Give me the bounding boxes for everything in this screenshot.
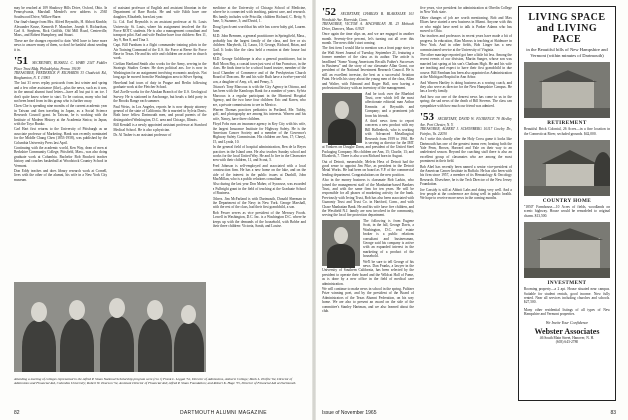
firm-phone: (603) 643-2780 [555,340,579,345]
class-section-53 [420,111,512,127]
secretary-line: SECRETARY, CHARLES B. BLAKESLEE 101 Woodside Ave. Riverside, Conn. [322,12,414,22]
listing-text: "1850" Farmhouse—10 Acres of fields, woodlands on scenic highway. House would be remodeled to original charm. $13,500. [523,205,610,218]
text-paragraph: Also during the last year Don Maher, of Syracuse, was awarded a Fulbright grant in the field of teaching at the Graduate School of Business. [212,182,306,196]
text-paragraph: Paul Weiss, in Los Angeles, reports he is now deputy attorney general of the state of California. He is married to Sylvia Davis. Both have fellow Dartmouth men, and proud parents of the distinguished Washington, D.C. area and Chicago, Illinois. [113,104,207,122]
photo-caption: Attending a meeting of colleges represented in the Alfred P. Sloan National Scholarship program were (l to r) Frank L. Leggat '52, Director of Admissions, Amherst College; Mark L. Profile '64, Director of Admissions and Financial Aid, Columbia University; Robert W. Pearson '54, Assistant Director of Financial Aid; Alfred P. Sloan Foundation; and Robert K. Hage '55, Director of Financial Aid at Dartmouth. [14,377,297,386]
left-col-3 [213,6,306,344]
ad-tagline: We Invite Your Confidence [545,319,589,325]
class-year-heading: '53 [419,110,435,123]
firm-address: 46 South Main Street, Hanover, N. H. [539,335,595,340]
class-section-51 [14,55,107,71]
text-paragraph: Havelund had tours of duty in Prague and Berlin following graduate work at the Fletcher School. [113,80,207,89]
text-paragraph: Bob Fesser serves as vice president of the Mercury Foods. Lowell in Washington, D.C. Inc. is a Washington D.C. where he keeps up with the demands of the household, with Bobbe and their three children: Victoria, Sarah, and Louise. [212,210,306,229]
text-paragraph: And how our one of the dearest news has come to us in the spring; the sad news of the death of Bill Stevens. The class can sympathize with how much our friend was admired. [419,94,512,108]
text-paragraph: The other marriage reported got here a little bit less. Among the recent events of our division, Martin Sanger, whose son was married last spring at his son's Chatham High. He and his wife are teaching and expect to have their first grandchild in due course. Bill Farnham has been also appointed as Administration at the Michigan Hospital in Ann Arbor. [419,53,512,80]
class-year-heading: '52 [322,6,337,18]
text-paragraph: Continuing with the academic world, Ken Way, dean of men at Berkshire Community College, Pittsfield, Mass., was also doing graduate work at Columbia. Bachelor Bob Brackett teaches history and coaches basketball at Woodstock Country School in Vermont. [14,145,108,168]
ad-subtitle: in the Beautiful hills of New Hampshire and Vermont (within minutes of Dartmouth) [526,47,608,58]
right-page [314,0,628,420]
class-year-heading: '51 [14,55,29,68]
page-number: 83 [610,410,616,416]
class-section-52 [322,6,414,22]
listing-heading: INVESTMENT [547,280,587,287]
listing-heading: COUNTRY HOME [542,198,592,204]
right-col-2 [420,6,512,401]
text-paragraph: Civilian Hartland Smith also works for the Army, serving in the Strategic Studies Center. He does political ans. Joe is now in Washington for an assignment involving economic analysis. Not long ago he moved from the Washington area to Silver Spring. [113,61,207,80]
right-col-1 [322,6,414,401]
listing-text: Rooming property—a 2 apt. House situated near campus. Suitable for student rentals, good income. Now fully rented. Near all services including churches and schools. $27,500. [523,287,610,305]
ad-photo-country-home [524,140,610,196]
portrait-photo [322,93,362,143]
text-paragraph: The following is from Eugene Scott, in the fall, George Davis, a Washington, D.C. real estate broker is a public relations consultant and businessman, George said his company is active with an expanded interest in the marketing of a product of the household. [363,218,414,259]
firm-name: Webster Associates [534,326,600,336]
page-number: 82 [14,410,20,416]
text-paragraph: Warren Thomas practices pediatrics in Portland, Me. Tubby, golf, and photography are among his interests. Warren and his wife, Nancy, have three children. [212,107,306,121]
text-paragraph: Carl Hart first returns to the University of Pittsburgh as an associate professor of Marketing. Hank was recently nominated for the Middle Chang Chen (1853-1958), was published by the Columbia University Press last April. [14,127,108,145]
ad-title: LIVING SPACE and LIVING PACE [528,12,606,45]
text-paragraph: Don Eddy teaches and does library research work at Cornell, lives with the other of the alumni, his wife in a New York City museum. [14,169,108,182]
text-paragraph: And Warren Hartley is doing business as a rowing coach, and they also serve as director for the New Hampshire Campus. He has a lovely family. [419,80,512,94]
text-paragraph: We will continue to make news in school in the spring. Pulitzer Prize winning poet, and by the president of the Board of Administrators of the Texas Alumni Federation, on his way home. We are also to present an award on the side of the committee's Stanley Hartman, and we also learned about the club. [322,286,414,313]
text-paragraph: medicine at the University of Chicago School of Medicine, where he is connected with teaching, patient care, and research. His family includes wife Priscilla; children Richard, C. Betty, 9; Jane, 5; Suzanne, 3; and David, 1. [212,6,306,24]
text-paragraph: Doug Lynch sent word that his wife has a new baby girl, Lauren. June. [212,24,306,34]
text-paragraph: We'll be sure to tell George of his news. Dan Franks, a lawyer in the University of Southern California, has been selected by the president to operate their board and the Wildcat Hall of Fame, as is done by a new office in the field of medical care administration. [322,259,414,286]
text-paragraph: Fred Johnson is self-employed and associated with a local construction firm. He has a new home on the lake, and on the side of the interest in the public issues at Dunhill, John MacMillan, who is a public relations consultant. [212,163,306,182]
magazine-name: DARTMOUTH ALUMNI MAGAZINE [180,410,267,416]
text-paragraph: M.D. George Goldthorpe is also a general practitioner, but in Half Moon Bay, a coastal town just west of San Francisco, in the class. He finds time to be a school board trustee, member of the local Chamber of Commerce and of the Presbyterian Church Board of Deacons. He and his wife Ruth have a twelve-year-old son, a daughter of Amy, a 6, and Penny, 5. [212,57,306,84]
text-paragraph: A third news item to report concerns a new product with my Bill Hallenbeck, who is working with Advanced Metallurgical Research from 1959 to 1961. He is serving as director for the IMT at Yonkers on Doughe Dann, and president of the United Steel Packaging Company. His children are Ann, 15; Charlie, 13; and Elizabeth, 7. There is also a son Richard born in August. [322,118,414,159]
text-paragraph: In the general field of hospital administration, Ben de la Reyes practices in the Island area. He also teaches Sunday school and works for the local United Way. He and Jo live in the Clearwater area with their children, 11, and Scout, 5. [212,145,306,163]
right-columns [322,6,616,401]
text-paragraph: Our final-change from Mrs. Alfred Reynolds, H. Abbott Kimble, Alexander Kruse, Kenneth F. Manchee, Joseph S. Richardson, Carl A. Stephens, Rick Griffith, Old Mill Road, Centerville, Mass., and Robert Humphrey, and Stuart. [14,20,108,38]
ad-photo-investment [524,222,610,278]
text-paragraph: Bill Kendall is a newly appointed assistant professor at Stanford Medical School. He is also a physician. [113,123,207,132]
secretary-line: SECRETARY, DAVID W. FLORENCE 78 Medley Ave. Port Chester, N. Y. [419,116,512,127]
treasurer-line: TREASURER, ALBERT J. SCHONBERG 10117 Cowley Dr., Fairfax, Va. 22030 [419,127,512,136]
text-paragraph: five years, vice president for administration at Oberlin College in New York state. [419,6,512,15]
listing-heading: RETIREMENT [547,120,587,127]
listing-text: Beautiful Brick Colonial, 26 Acres—in a fine location in the Connecticut River, secluded grounds. $42,000. [523,127,610,136]
issue-date: Issue of November 1965 [322,410,377,416]
text-paragraph: Joe Cassidy is still at Abbott Labs and doing very well. And a few people at the conference are doing well in public health. We hope to receive more news in the coming months. [419,187,512,201]
portrait-photo [322,220,360,266]
text-paragraph: Others. Jim McFarland is with Dartmouth, Donald Sherman in the Department of the Navy in New York. George Marshall, with the rest of the class, had their first grandchild, a son. [212,196,306,210]
text-paragraph: Earl Zoelle works for the Alaskan Branch of the U.S. Geological Survey. He is stationed in Anchorage, but heads a field party in the Brooks Range each summer. [113,90,207,104]
text-paragraph: Lt. Col. Earl Reynolds is an assistant professor at St. Louis University. St. Louis, where his assignment involved the Air Force ROTC students. He is also a management consultant and transport pilot. Earl and wife Pauline have four children: Rex 11, Jay 9, Bea 8, and Tina 3. [113,20,207,42]
real-estate-ad [518,6,616,401]
text-paragraph: Once again the time slips on, and we are engaged in another month. Seventy-five percent, let's turning out all over this month. The news didn't start coming. [322,32,414,46]
text-paragraph: Other changes of job are worth mentioning. Bob and Max Eliaes have started a new business in Miami. Anyone with this or who might have need to talk is Parker Adams who has moved to Ohio. [419,15,512,34]
text-paragraph: Capt. Bill Farnham is a flight commander training pilots in the Air Training Command of the U.S. Air Force at Reese Air Force Base in Texas. He and his wife and children are active in church work. [113,43,207,61]
text-paragraph: The first item I would like to mention was a front page story in the Wall Street Journal of Tuesday, September 21, featuring a former member of the class as its author. The article is headlined "Some Young Americans Recalls Father's Successes in Business" and the story of our classmate Allan Grant, our president of the National Investment Research Council. He is still an excellent investor, the best as a successful Aviation Paint. He tells his story about the young men of the class, Allan and Walter, with Edmund and Roger Hall, now having a professional history with an inventory of the management. [322,46,414,91]
treasurer-line: TREASURER, FREDERICK P. RICHARDS 33 Chadwick Rd., Binghamton, N. Y. 13903 [14,71,108,80]
treasurer-line: TREASURER, VICTOR A. MACFARLAN JR. 23 Mohawk Drive, Danvers, Mass. 01923 [322,22,414,31]
text-paragraph: And he took over the Bluebird Trust, over which fell the most affectionate editorial man Arthur Kemnitz at Reynolds and Company; and a prominent job from his friends. [365,91,414,118]
text-paragraph: The last 31 news replay postcards from last winter and spring and a few other assistance (like)—plus the news, such as it was, in the annual alumni fund letters—have all but put it on ice. I don't quite know where to start. To be curious, many who had not been heard from in this group who is further away. [14,81,108,103]
text-paragraph: may be reached at 109 Shadowy Hills Drive, Oxford, Ohio. In Pennsylvania, Marshall Mendel's new address is 2565 Southwood Drive, Wilkes-Barre. [14,6,108,19]
text-paragraph: M.D. John Brennen, a general practitioner in Springfield, Mass., probably has the largest family of the class, and five or six children: Marybeth, 12; Laura, 10; George, Richard, Brian, and Gail. It looks like the class held a reunion at their house last spring. [212,34,306,57]
text-paragraph: Ottawa's Tony Marcoux is with the City Agency in Ottawa, and has been with the Kamloops Bank for a number of years. Sylvia Marcoux is a regular participant in the Montreal Hospital Agency, and the two have four children: Eric and Karen, who are, a private commissions to see in Mexico. [212,84,306,107]
text-paragraph: As I write this shortly after the Holy Cross game it looks like Dartmouth has one of the greatest teams ever, beating both the Yale Penn, Brown, Harvard and Yale on their way to an undefeated season. Beyond the coaching staff there is also an excellent group of classmates who are among the most prominent in their field. [419,137,512,164]
text-paragraph: Chen Che is spending nine months of the current academic year in Taiwan and then traveling in Japan, as a Social Science Research Council grant. In Taiwan, he is working with the Institute of Modern History at the Academia Sinica; in Japan, with the Toyo Bunko. [14,104,108,126]
text-paragraph: Floyd Fobs runs an insurance agency in Key City with his wife, the largest Insurance Institute for Highway Safety. He is the American Cancer Society and a member of the Governor's Highway Safety Commission. His children are Ann, 17; Cheryl, 15, and Lynda, 10. [212,122,306,144]
text-paragraph: of assistant professor of English and assistant librarian in the Department of Rare Books. He and wife Edith have one daughter, Elizabeth, born last year. [113,6,207,19]
text-paragraph: Dr. Al Tasber is an assistant professor of [113,132,172,137]
text-paragraph: Also in the money business is classmate Bob Larkin, who joined the management staff of the Manhattan-based Bankers Trust, and with the same firm for ten years. He will be responsible for all phases of marketing activity for the bank. Previously with Irving Trust, Bob has also been associated with Guaranty Trust and Trust Co. in Hartford, Conn., and with Chase Manhattan Bank. He and his wife have five children, and the Westfield N.J. family are now involved in the community, serving the local fire protection department. [322,178,414,218]
text-paragraph: These are the changes reported to date. Well have to have more news to answer many of them, so don't be bashful about sending it in. [14,38,108,52]
text-paragraph: Out of Detroit, meanwhile, Melvin Hess of Detroit had the good sense to appoint Jim Pike, as president in the Detroit Metal Works. He had been on board as V.P. of the commercial lending department. Congratulations on the new position. [322,159,414,177]
ad-photo-retirement [524,62,610,118]
text-paragraph: Bob Abel has recently been named a senior vice-president of the American Cancer Institute in Buffalo. He has also been with his firm since 1957, a member of its Hematology & Oncology Research. Elsewhere, he is the Tech Director of the New Jersey Foundation. [419,164,512,187]
ad-footer-text: Many other residential listings of all types of New Hampshire and Vermont properties. [523,307,610,317]
group-photo [14,282,206,372]
text-paragraph: Our teachers and professors in recent years have made a bit of progress. In education, Alan Marcus is teaching at Skidmore in New York. And in other fields, Bob Linger has a new commissioned service at the University of Virginia. [419,34,512,52]
secretary-line: SECRETARY, RUSSELL C. HABY 2347 Fiddler Place Trust Bldg. Philadelphia, Penna. 19109 [14,61,108,72]
